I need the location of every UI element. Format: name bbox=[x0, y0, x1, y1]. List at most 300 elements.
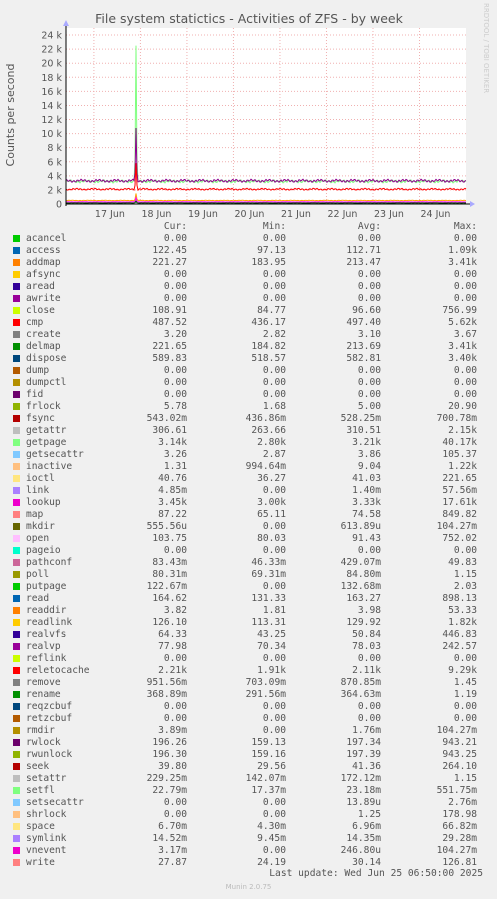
legend-max: 898.13 bbox=[442, 593, 477, 604]
legend-swatch bbox=[13, 859, 20, 866]
legend-avg: 0.00 bbox=[357, 281, 381, 292]
legend-name: readlink bbox=[26, 617, 73, 628]
legend-max: 700.78m bbox=[436, 413, 477, 424]
legend-cur: 543.02m bbox=[146, 413, 187, 424]
legend-avg: 3.10 bbox=[357, 329, 381, 340]
legend-row bbox=[0, 269, 497, 281]
legend-name: fid bbox=[26, 389, 44, 400]
legend-max: 0.00 bbox=[453, 281, 477, 292]
legend-name: dumpctl bbox=[26, 377, 67, 388]
legend-cur: 589.83 bbox=[152, 353, 187, 364]
legend-swatch bbox=[13, 247, 20, 254]
legend-min: 436.86m bbox=[245, 413, 286, 424]
legend-name: ioctl bbox=[26, 473, 55, 484]
legend-row bbox=[0, 641, 497, 653]
legend-max: 1.09k bbox=[448, 245, 477, 256]
legend-name: getattr bbox=[26, 425, 67, 436]
legend-swatch bbox=[13, 703, 20, 710]
legend-name: setattr bbox=[26, 773, 67, 784]
legend-swatch bbox=[13, 751, 20, 758]
legend-cur: 0.00 bbox=[163, 365, 187, 376]
legend-avg: 0.00 bbox=[357, 365, 381, 376]
legend-cur: 27.87 bbox=[158, 857, 187, 868]
x-tick-label: 22 Jun bbox=[327, 209, 358, 220]
legend-row bbox=[0, 473, 497, 485]
legend-cur: 0.00 bbox=[163, 233, 187, 244]
legend-avg: 213.47 bbox=[346, 257, 381, 268]
legend-cur: 40.76 bbox=[158, 473, 187, 484]
y-tick-label: 4 k bbox=[47, 171, 62, 183]
legend-avg: 582.81 bbox=[346, 353, 381, 364]
y-tick-label: 24 k bbox=[41, 30, 62, 42]
legend-min: 113.31 bbox=[251, 617, 286, 628]
legend-min: 183.95 bbox=[251, 257, 286, 268]
header-avg: Avg: bbox=[357, 221, 381, 232]
legend-row bbox=[0, 413, 497, 425]
legend-max: 1.19 bbox=[453, 689, 477, 700]
legend-name: setsecattr bbox=[26, 797, 84, 808]
legend-swatch bbox=[13, 643, 20, 650]
header-max: Max: bbox=[453, 221, 477, 232]
legend-name: putpage bbox=[26, 581, 67, 592]
legend-row bbox=[0, 365, 497, 377]
legend-swatch bbox=[13, 319, 20, 326]
legend-cur: 0.00 bbox=[163, 389, 187, 400]
legend-min: 0.00 bbox=[262, 797, 286, 808]
legend-avg: 23.18m bbox=[346, 785, 381, 796]
legend-name: addmap bbox=[26, 257, 61, 268]
legend-max: 943.25 bbox=[442, 749, 477, 760]
legend-max: 0.00 bbox=[453, 365, 477, 376]
legend-row bbox=[0, 557, 497, 569]
legend-max: 29.28m bbox=[442, 833, 477, 844]
last-update: Last update: Wed Jun 25 06:50:00 2025 bbox=[269, 868, 483, 879]
legend-avg: 74.58 bbox=[352, 509, 381, 520]
legend-min: 0.00 bbox=[262, 365, 286, 376]
legend-min: 994.64m bbox=[245, 461, 286, 472]
legend-max: 264.10 bbox=[442, 761, 477, 772]
y-tick-label: 20 k bbox=[41, 58, 62, 70]
legend-swatch bbox=[13, 295, 20, 302]
legend-row bbox=[0, 401, 497, 413]
legend-cur: 0.00 bbox=[163, 377, 187, 388]
legend-row bbox=[0, 389, 497, 401]
legend-avg: 310.51 bbox=[346, 425, 381, 436]
x-axis-arrow-icon bbox=[470, 201, 475, 207]
legend-swatch bbox=[13, 835, 20, 842]
legend-name: close bbox=[26, 305, 55, 316]
legend-cur: 77.98 bbox=[158, 641, 187, 652]
legend-swatch bbox=[13, 607, 20, 614]
legend-min: 159.13 bbox=[251, 737, 286, 748]
legend-name: open bbox=[26, 533, 50, 544]
legend-avg: 0.00 bbox=[357, 389, 381, 400]
legend-avg: 1.76m bbox=[352, 725, 381, 736]
legend-cur: 0.00 bbox=[163, 269, 187, 280]
legend-min: 1.91k bbox=[257, 665, 286, 676]
legend-max: 66.82m bbox=[442, 821, 477, 832]
legend-swatch bbox=[13, 271, 20, 278]
legend-row bbox=[0, 329, 497, 341]
y-tick-label: 6 k bbox=[47, 157, 62, 169]
legend-name: write bbox=[26, 857, 55, 868]
legend-avg: 613.89u bbox=[340, 521, 381, 532]
legend-max: 1.22k bbox=[448, 461, 477, 472]
legend-max: 0.00 bbox=[453, 545, 477, 556]
legend-avg: 91.43 bbox=[352, 533, 381, 544]
legend-max: 105.37 bbox=[442, 449, 477, 460]
legend-max: 126.81 bbox=[442, 857, 477, 868]
y-tick-label: 14 k bbox=[41, 100, 62, 112]
legend-row bbox=[0, 593, 497, 605]
legend-row bbox=[0, 665, 497, 677]
legend-swatch bbox=[13, 571, 20, 578]
legend-max: 943.21 bbox=[442, 737, 477, 748]
legend-cur: 3.20 bbox=[163, 329, 187, 340]
legend-row bbox=[0, 821, 497, 833]
legend-swatch bbox=[13, 619, 20, 626]
legend-max: 3.41k bbox=[448, 341, 477, 352]
legend-swatch bbox=[13, 355, 20, 362]
legend-swatch bbox=[13, 463, 20, 470]
legend-cur: 3.14k bbox=[158, 437, 187, 448]
legend-avg: 197.39 bbox=[346, 749, 381, 760]
legend-min: 0.00 bbox=[262, 389, 286, 400]
legend-avg: 78.03 bbox=[352, 641, 381, 652]
legend-name: fsync bbox=[26, 413, 55, 424]
legend-name: create bbox=[26, 329, 61, 340]
legend-max: 2.15k bbox=[448, 425, 477, 436]
legend-avg: 3.86 bbox=[357, 449, 381, 460]
legend-name: remove bbox=[26, 677, 61, 688]
legend-avg: 1.40m bbox=[352, 485, 381, 496]
legend-cur: 108.91 bbox=[152, 305, 187, 316]
legend-cur: 3.26 bbox=[163, 449, 187, 460]
legend-cur: 39.80 bbox=[158, 761, 187, 772]
legend-cur: 0.00 bbox=[163, 293, 187, 304]
legend-min: 263.66 bbox=[251, 425, 286, 436]
legend-cur: 0.00 bbox=[163, 809, 187, 820]
legend-avg: 497.40 bbox=[346, 317, 381, 328]
legend-row bbox=[0, 653, 497, 665]
x-tick-label: 17 Jun bbox=[94, 209, 125, 220]
legend-swatch bbox=[13, 739, 20, 746]
legend-avg: 163.27 bbox=[346, 593, 381, 604]
legend-max: 104.27m bbox=[436, 521, 477, 532]
legend-min: 97.13 bbox=[257, 245, 286, 256]
legend-min: 0.00 bbox=[262, 269, 286, 280]
legend-avg: 0.00 bbox=[357, 701, 381, 712]
legend-swatch bbox=[13, 679, 20, 686]
legend-max: 1.45 bbox=[453, 677, 477, 688]
legend-row bbox=[0, 293, 497, 305]
legend-swatch bbox=[13, 547, 20, 554]
legend-swatch bbox=[13, 367, 20, 374]
legend-avg: 0.00 bbox=[357, 293, 381, 304]
legend-avg: 364.63m bbox=[340, 689, 381, 700]
legend-min: 0.00 bbox=[262, 725, 286, 736]
legend-name: delmap bbox=[26, 341, 61, 352]
legend-row bbox=[0, 533, 497, 545]
legend-min: 703.09m bbox=[245, 677, 286, 688]
legend-table bbox=[0, 221, 497, 869]
legend-name: rwlock bbox=[26, 737, 61, 748]
legend-cur: 14.52m bbox=[152, 833, 187, 844]
legend-max: 3.67 bbox=[453, 329, 477, 340]
legend-min: 184.82 bbox=[251, 341, 286, 352]
legend-row bbox=[0, 629, 497, 641]
legend-name: reqzcbuf bbox=[26, 701, 73, 712]
legend-swatch bbox=[13, 403, 20, 410]
legend-avg: 41.36 bbox=[352, 761, 381, 772]
legend-cur: 0.00 bbox=[163, 653, 187, 664]
legend-min: 43.25 bbox=[257, 629, 286, 640]
y-tick-label: 12 k bbox=[41, 115, 62, 127]
legend-avg: 3.98 bbox=[357, 605, 381, 616]
legend-min: 36.27 bbox=[257, 473, 286, 484]
legend-row bbox=[0, 809, 497, 821]
legend-min: 0.00 bbox=[262, 701, 286, 712]
legend-avg: 112.71 bbox=[346, 245, 381, 256]
legend-min: 0.00 bbox=[262, 521, 286, 532]
legend-max: 0.00 bbox=[453, 377, 477, 388]
legend-swatch bbox=[13, 475, 20, 482]
legend-cur: 221.27 bbox=[152, 257, 187, 268]
legend-max: 849.82 bbox=[442, 509, 477, 520]
legend-row bbox=[0, 737, 497, 749]
legend-min: 291.56m bbox=[245, 689, 286, 700]
legend-cur: 4.85m bbox=[158, 485, 187, 496]
legend-cur: 3.89m bbox=[158, 725, 187, 736]
legend-name: getsecattr bbox=[26, 449, 84, 460]
legend-avg: 132.68m bbox=[340, 581, 381, 592]
legend-cur: 229.25m bbox=[146, 773, 187, 784]
legend-name: cmp bbox=[26, 317, 44, 328]
legend-name: afsync bbox=[26, 269, 61, 280]
legend-swatch bbox=[13, 523, 20, 530]
legend-row bbox=[0, 797, 497, 809]
legend-row bbox=[0, 281, 497, 293]
legend-max: 5.62k bbox=[448, 317, 477, 328]
legend-cur: 0.00 bbox=[163, 701, 187, 712]
legend-min: 0.00 bbox=[262, 581, 286, 592]
legend-cur: 951.56m bbox=[146, 677, 187, 688]
legend-row bbox=[0, 773, 497, 785]
legend-avg: 870.85m bbox=[340, 677, 381, 688]
legend-cur: 122.45 bbox=[152, 245, 187, 256]
legend-min: 17.37m bbox=[251, 785, 286, 796]
legend-min: 70.34 bbox=[257, 641, 286, 652]
legend-swatch bbox=[13, 391, 20, 398]
legend-cur: 0.00 bbox=[163, 713, 187, 724]
legend-swatch bbox=[13, 655, 20, 662]
legend-min: 46.33m bbox=[251, 557, 286, 568]
legend-min: 0.00 bbox=[262, 281, 286, 292]
legend-cur: 83.43m bbox=[152, 557, 187, 568]
legend-min: 80.03 bbox=[257, 533, 286, 544]
legend-swatch bbox=[13, 631, 20, 638]
legend-max: 40.17k bbox=[442, 437, 477, 448]
y-tick-label: 10 k bbox=[41, 129, 62, 141]
legend-min: 84.77 bbox=[257, 305, 286, 316]
legend-max: 0.00 bbox=[453, 293, 477, 304]
header-min: Min: bbox=[262, 221, 286, 232]
legend-avg: 0.00 bbox=[357, 233, 381, 244]
legend-avg: 2.11k bbox=[352, 665, 381, 676]
legend-swatch bbox=[13, 559, 20, 566]
legend-cur: 64.33 bbox=[158, 629, 187, 640]
legend-min: 2.87 bbox=[262, 449, 286, 460]
legend-name: read bbox=[26, 593, 50, 604]
legend-cur: 164.62 bbox=[152, 593, 187, 604]
legend-avg: 41.03 bbox=[352, 473, 381, 484]
legend-avg: 246.80u bbox=[340, 845, 381, 856]
legend-swatch bbox=[13, 595, 20, 602]
legend-min: 159.16 bbox=[251, 749, 286, 760]
legend-cur: 80.31m bbox=[152, 569, 187, 580]
legend-avg: 0.00 bbox=[357, 377, 381, 388]
legend-name: acancel bbox=[26, 233, 67, 244]
legend-min: 69.31m bbox=[251, 569, 286, 580]
legend-avg: 6.96m bbox=[352, 821, 381, 832]
legend-min: 1.81 bbox=[262, 605, 286, 616]
x-tick-label: 21 Jun bbox=[280, 209, 311, 220]
legend-max: 49.83 bbox=[448, 557, 477, 568]
legend-swatch bbox=[13, 823, 20, 830]
legend-row bbox=[0, 437, 497, 449]
legend-min: 65.11 bbox=[257, 509, 286, 520]
legend-avg: 3.21k bbox=[352, 437, 381, 448]
munin-version: Munin 2.0.75 bbox=[225, 883, 272, 891]
legend-name: rmdir bbox=[26, 725, 55, 736]
legend-name: rwunlock bbox=[26, 749, 73, 760]
legend-name: frlock bbox=[26, 401, 61, 412]
legend-max: 9.29k bbox=[448, 665, 477, 676]
legend-min: 24.19 bbox=[257, 857, 286, 868]
legend-row bbox=[0, 461, 497, 473]
legend-name: dump bbox=[26, 365, 50, 376]
legend-max: 1.82k bbox=[448, 617, 477, 628]
y-tick-label: 22 k bbox=[41, 44, 62, 56]
legend-swatch bbox=[13, 763, 20, 770]
legend-min: 0.00 bbox=[262, 233, 286, 244]
legend-swatch bbox=[13, 427, 20, 434]
legend-row bbox=[0, 725, 497, 737]
legend-avg: 9.04 bbox=[357, 461, 381, 472]
legend-name: poll bbox=[26, 569, 50, 580]
legend-row bbox=[0, 509, 497, 521]
legend-swatch bbox=[13, 439, 20, 446]
legend-max: 104.27m bbox=[436, 725, 477, 736]
legend-min: 3.00k bbox=[257, 497, 286, 508]
legend-max: 17.61k bbox=[442, 497, 477, 508]
legend-name: reflink bbox=[26, 653, 67, 664]
legend-row bbox=[0, 497, 497, 509]
legend-name: awrite bbox=[26, 293, 61, 304]
legend-swatch bbox=[13, 775, 20, 782]
legend-swatch bbox=[13, 667, 20, 674]
legend-avg: 129.92 bbox=[346, 617, 381, 628]
legend-cur: 555.56u bbox=[146, 521, 187, 532]
legend-min: 2.82 bbox=[262, 329, 286, 340]
legend-name: mkdir bbox=[26, 521, 55, 532]
legend-min: 142.07m bbox=[245, 773, 286, 784]
legend-row bbox=[0, 701, 497, 713]
x-tick-label: 19 Jun bbox=[187, 209, 218, 220]
legend-swatch bbox=[13, 307, 20, 314]
legend-cur: 1.31 bbox=[163, 461, 187, 472]
legend-row bbox=[0, 761, 497, 773]
legend-avg: 14.35m bbox=[346, 833, 381, 844]
legend-max: 2.76m bbox=[448, 797, 477, 808]
legend-max: 242.57 bbox=[442, 641, 477, 652]
y-axis-label: Counts per second bbox=[4, 63, 17, 167]
legend-avg: 30.14 bbox=[352, 857, 381, 868]
legend-avg: 197.34 bbox=[346, 737, 381, 748]
legend-cur: 3.17m bbox=[158, 845, 187, 856]
legend-swatch bbox=[13, 511, 20, 518]
x-tick-label: 24 Jun bbox=[420, 209, 451, 220]
legend-row bbox=[0, 341, 497, 353]
legend-swatch bbox=[13, 535, 20, 542]
legend-cur: 3.82 bbox=[163, 605, 187, 616]
legend-name: vnevent bbox=[26, 845, 67, 856]
legend-cur: 122.67m bbox=[146, 581, 187, 592]
legend-cur: 5.78 bbox=[163, 401, 187, 412]
legend-max: 1.15 bbox=[453, 569, 477, 580]
legend-row bbox=[0, 605, 497, 617]
legend-min: 1.68 bbox=[262, 401, 286, 412]
legend-swatch bbox=[13, 715, 20, 722]
legend-swatch bbox=[13, 235, 20, 242]
legend-cur: 487.52 bbox=[152, 317, 187, 328]
legend-name: realvp bbox=[26, 641, 61, 652]
legend-cur: 0.00 bbox=[163, 545, 187, 556]
chart-area bbox=[0, 0, 497, 220]
legend-header bbox=[0, 221, 497, 233]
legend-swatch bbox=[13, 847, 20, 854]
legend-swatch bbox=[13, 487, 20, 494]
legend-cur: 3.45k bbox=[158, 497, 187, 508]
legend-row bbox=[0, 425, 497, 437]
legend-swatch bbox=[13, 811, 20, 818]
rrdtool-credit: RRDTOOL / TOBI OETIKER bbox=[482, 3, 490, 94]
legend-cur: 0.00 bbox=[163, 281, 187, 292]
legend-cur: 221.65 bbox=[152, 341, 187, 352]
legend-name: pathconf bbox=[26, 557, 73, 568]
legend-swatch bbox=[13, 451, 20, 458]
legend-row bbox=[0, 845, 497, 857]
legend-min: 0.00 bbox=[262, 293, 286, 304]
legend-row bbox=[0, 545, 497, 557]
chart-title: File system statictics - Activities of ZFS - by week bbox=[95, 11, 403, 26]
legend-avg: 213.69 bbox=[346, 341, 381, 352]
legend-row bbox=[0, 749, 497, 761]
legend-max: 53.33 bbox=[448, 605, 477, 616]
legend-name: access bbox=[26, 245, 61, 256]
legend-cur: 87.22 bbox=[158, 509, 187, 520]
legend-max: 2.03 bbox=[453, 581, 477, 592]
legend-name: setfl bbox=[26, 785, 55, 796]
legend-max: 0.00 bbox=[453, 701, 477, 712]
legend-row bbox=[0, 677, 497, 689]
legend-swatch bbox=[13, 799, 20, 806]
x-tick-label: 18 Jun bbox=[141, 209, 172, 220]
legend-cur: 103.75 bbox=[152, 533, 187, 544]
legend-avg: 0.00 bbox=[357, 713, 381, 724]
legend-min: 0.00 bbox=[262, 545, 286, 556]
y-tick-label: 2 k bbox=[47, 185, 62, 197]
